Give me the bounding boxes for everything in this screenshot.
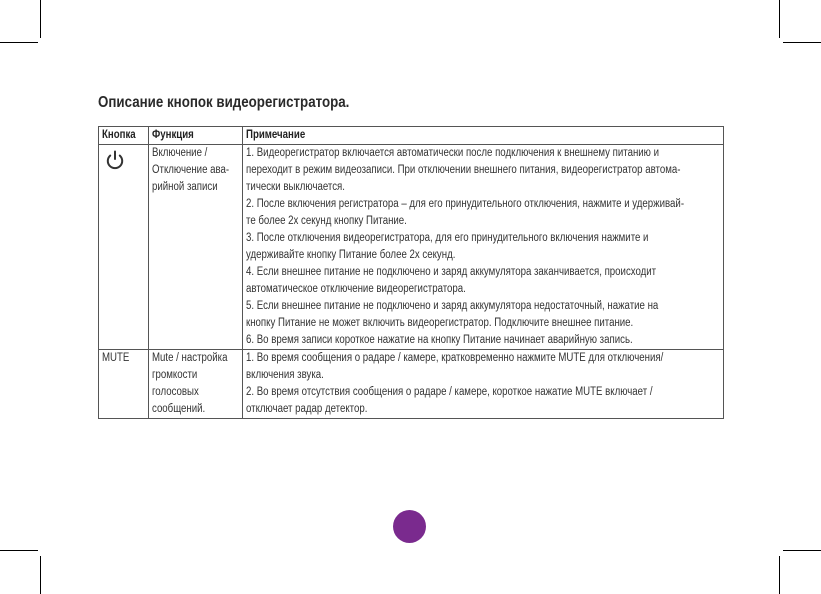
page-title: Описание кнопок видеорегистратора. bbox=[98, 94, 350, 111]
crop-mark-top-left-h bbox=[0, 42, 38, 43]
header-note: Примечание bbox=[243, 127, 724, 145]
crop-mark-bottom-right bbox=[779, 556, 780, 594]
table-row-mute bbox=[99, 350, 724, 419]
header-function: Функция bbox=[149, 127, 243, 145]
crop-mark-top-right-h bbox=[783, 42, 821, 43]
crop-mark-bottom-right-h bbox=[783, 550, 821, 551]
table-header-row bbox=[99, 127, 724, 145]
table-row-power bbox=[99, 145, 724, 350]
cell-function-power: Включение / Отключение ава- рийной записи bbox=[149, 145, 243, 350]
page-marker-dot bbox=[393, 510, 426, 543]
cell-button-mute: MUTE bbox=[99, 350, 149, 419]
crop-mark-bottom-left-h bbox=[0, 550, 38, 551]
crop-mark-bottom-left bbox=[40, 556, 41, 594]
power-icon bbox=[104, 149, 126, 171]
cell-note-mute: 1. Во время сообщения о радаре / камере, кратковременно нажмите MUTE для отключения/ включения звука. 2. Во время отсутствия сообщения о радаре / камере, короткое нажатие MUTE включает / отключает радар детектор. bbox=[243, 350, 724, 419]
cell-note-power: 1. Видеорегистратор включается автоматически после подключения к внешнему питанию и переходит в режим видеозаписи. При отключении внешнего питания, видеорегистратор автома- тически выключается. 2. После включения регистратора – для его принудительного отключения, нажмите и удерживай- те более 2х секунд кнопку Питание. 3. После отключения видеорегистратора, для его принудительного включения нажмите и удерживайте кнопку Питание более 2х секунд. 4. Если внешнее питание не подключено и заряд аккумулятора заканчивается, происходит автоматическое отключение видеорегистратора. 5. Если внешнее питание не подключено и заряд аккумулятора недостаточный, нажатие на кнопку Питание не может включить видеорегистратор. Подключите внешнее питание. 6. Во время записи короткое нажатие на кнопку Питание начинает аварийную запись. bbox=[243, 145, 724, 350]
cell-button-power bbox=[99, 145, 149, 350]
cell-function-mute: Mute / настройка громкости голосовых сообщений. bbox=[149, 350, 243, 419]
button-description-table bbox=[98, 126, 724, 419]
crop-mark-top-right bbox=[779, 0, 780, 38]
header-button: Кнопка bbox=[99, 127, 149, 145]
crop-mark-top-left bbox=[40, 0, 41, 38]
